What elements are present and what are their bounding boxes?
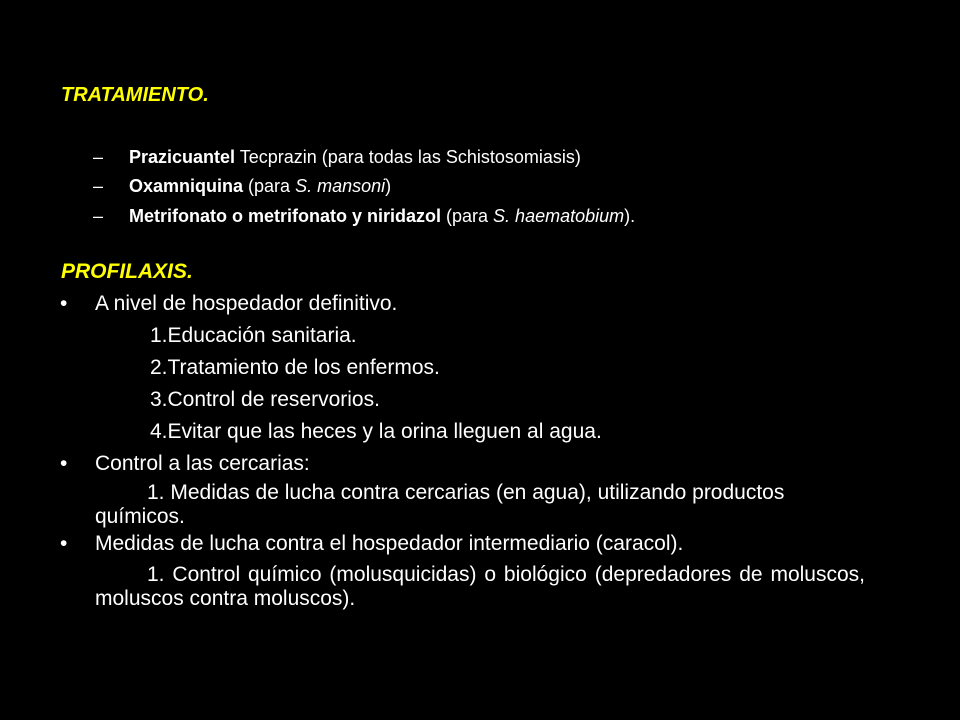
drug-note-post: ) (385, 176, 392, 196)
measure-prevent-water-contamination: 4.Evitar que las heces y la orina lleguen al agua. (150, 420, 602, 443)
measure-text: 1. Control químico (molusquicidas) o biológico (depredadores de moluscos, moluscos contra moluscos). (95, 563, 865, 610)
dash-marker: – (93, 176, 104, 196)
bullet-intermediate-host (60, 532, 683, 556)
drug-note-post: ). (624, 206, 636, 226)
dash-marker: – (93, 206, 104, 226)
bullet-marker: • (60, 532, 68, 555)
bullet-label: A nivel de hospedador definitivo. (95, 292, 398, 315)
dash-marker: – (93, 147, 104, 167)
measure-health-education: 1.Educación sanitaria. (150, 324, 357, 347)
measure-snail-control (95, 563, 865, 611)
bullet-label: Control a las cercarias: (95, 452, 310, 475)
drug-note-pre: (para (243, 176, 296, 196)
prophylaxis-heading: PROFILAXIS. (61, 260, 193, 283)
drug-note-pre: (para (441, 206, 494, 226)
treatment-heading: TRATAMIENTO. (61, 84, 209, 106)
drug-name: Oxamniquina (129, 176, 244, 196)
bullet-cercariae-control (60, 452, 310, 476)
bullet-marker: • (60, 292, 68, 315)
measure-text: 1. Medidas de lucha contra cercarias (en agua), utilizando productos químicos. (95, 481, 785, 528)
measure-cercariae-chemicals (95, 481, 865, 529)
drug-name: Metrifonato o metrifonato y niridazol (129, 206, 442, 226)
drug-note: Tecprazin (para todas las Schistosomiasis) (235, 147, 581, 167)
treatment-item-prazicuantel (93, 146, 581, 168)
species-name: S. mansoni (295, 176, 386, 196)
drug-name: Prazicuantel (129, 147, 236, 167)
measure-treat-patients: 2.Tratamiento de los enfermos. (150, 356, 440, 379)
species-name: S. haematobium (493, 206, 625, 226)
bullet-definitive-host (60, 292, 397, 316)
treatment-item-oxamniquina (93, 175, 391, 197)
measure-control-reservoirs: 3.Control de reservorios. (150, 388, 380, 411)
bullet-label: Medidas de lucha contra el hospedador intermediario (caracol). (95, 532, 684, 555)
bullet-marker: • (60, 452, 68, 475)
treatment-item-metrifonato (93, 205, 635, 227)
